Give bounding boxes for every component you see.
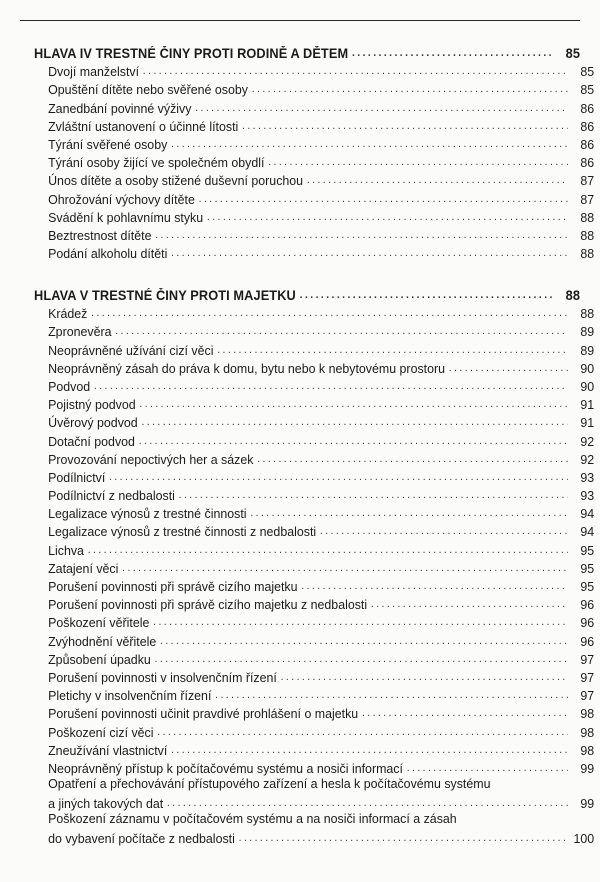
- leader-dots: [207, 210, 568, 225]
- leader-dots: [250, 506, 568, 521]
- toc-entry: [34, 539, 594, 557]
- entry-title: Lichva: [48, 542, 84, 558]
- leader-dots: [239, 831, 568, 846]
- leader-dots: [139, 434, 568, 449]
- page-number: 89: [580, 324, 595, 340]
- toc-entry: [34, 649, 594, 667]
- leader-dots: [88, 543, 568, 558]
- leader-dots: [122, 561, 568, 576]
- entry-title: Zvláštní ustanovení o účinné lítosti: [48, 118, 239, 134]
- toc-entry: [34, 503, 594, 521]
- entry-title: Porušení povinnosti při správě cizího majetku: [48, 579, 298, 594]
- page-number: 88: [580, 306, 595, 322]
- toc-heading: [34, 283, 580, 303]
- leader-dots: [94, 379, 568, 394]
- page-number: 85: [580, 82, 595, 98]
- entry-title: Neoprávněný zásah do práva k domu, bytu nebo k nebytovému prostoru: [48, 360, 446, 376]
- entry-title: Pojistný podvod: [48, 397, 136, 413]
- leader-dots: [160, 634, 568, 649]
- entry-title: Způsobení úpadku: [48, 651, 151, 667]
- toc-section-iv: [34, 41, 595, 262]
- entry-title: Ohrožování výchovy dítěte: [48, 191, 195, 207]
- toc-entry: [34, 485, 594, 503]
- entry-title: Poškození cizí věci: [48, 724, 154, 740]
- leader-dots: [141, 415, 567, 430]
- page-number: 95: [580, 542, 595, 558]
- leader-dots: [91, 306, 568, 321]
- toc-entry: [34, 430, 594, 448]
- leader-dots: [155, 652, 568, 667]
- toc-entry: [34, 207, 594, 225]
- page-number: 90: [580, 378, 595, 394]
- toc-entry: [34, 612, 594, 630]
- leader-dots: [268, 155, 568, 170]
- entry-title: Porušení povinnosti v insolvenčním řízení: [48, 669, 277, 685]
- toc-entry: [34, 412, 594, 430]
- entry-title: Neoprávněné užívání cizí věci: [48, 342, 214, 358]
- entry-title: Porušení povinnosti učinit pravdivé prohlášení o majetku: [48, 706, 359, 722]
- toc-entry: [34, 152, 594, 170]
- page-number: 86: [580, 118, 595, 134]
- entry-title: Pletichy v insolvenčním řízení: [48, 688, 212, 704]
- page-number: 98: [580, 724, 595, 740]
- page-number: 88: [580, 246, 595, 262]
- entry-title: Dvojí manželství: [48, 64, 140, 80]
- toc-entry-multiline: [34, 775, 595, 812]
- page-number: 88: [580, 227, 595, 243]
- toc-entry-multiline: [34, 811, 595, 847]
- leader-dots: [171, 137, 568, 152]
- page-number: 95: [580, 560, 595, 576]
- toc-entry: [34, 97, 594, 115]
- toc-entry: [34, 449, 594, 467]
- leader-dots: [215, 688, 568, 703]
- toc-entry: [34, 521, 594, 539]
- entry-title: Poškození věřitele: [48, 615, 150, 631]
- toc-entry: [34, 558, 594, 576]
- entry-title: Podílnictví: [48, 469, 106, 485]
- entry-title: Úvěrový podvod: [48, 415, 138, 431]
- entry-title: Neoprávněný přístup k počítačovému systému a nosiči informací: [48, 760, 403, 776]
- entry-title: Podání alkoholu dítěti: [48, 246, 168, 262]
- toc-entry: [34, 394, 594, 412]
- leader-dots: [300, 288, 554, 303]
- leader-dots: [257, 452, 568, 467]
- page-number: 95: [580, 579, 595, 594]
- toc-entry: [34, 188, 594, 206]
- leader-dots: [109, 470, 568, 485]
- leader-dots: [307, 173, 568, 188]
- entry-title: Porušení povinnosti při správě cizího majetku z nedbalosti: [48, 597, 368, 613]
- leader-dots: [195, 101, 568, 116]
- page-number: 97: [580, 669, 595, 685]
- toc-entry: [34, 703, 594, 721]
- leader-dots: [171, 246, 568, 261]
- entry-title: Podílnictví z nedbalosti: [48, 488, 175, 504]
- page-number: 85: [565, 46, 581, 61]
- heading-text: HLAVA V TRESTNÉ ČINY PROTI MAJETKU: [34, 288, 296, 303]
- toc-entry: [34, 721, 594, 739]
- page-number: 88: [580, 209, 595, 225]
- toc-entry: [34, 594, 594, 612]
- top-rule: [20, 20, 580, 21]
- page-number: 94: [580, 506, 595, 522]
- page-number: 87: [580, 191, 595, 207]
- entry-title: Zvýhodnění věřitele: [48, 633, 157, 649]
- entry-title: Provozování nepoctivých her a sázek: [48, 451, 254, 467]
- toc-entry: [34, 685, 594, 703]
- leader-dots: [153, 615, 568, 630]
- page-number: 99: [580, 760, 595, 776]
- page-number: 92: [580, 451, 595, 467]
- entry-title: Krádež: [48, 306, 88, 322]
- toc-entry: [34, 303, 594, 321]
- page-number: 91: [580, 397, 595, 413]
- toc-entry: [34, 339, 594, 357]
- page-number: 94: [580, 524, 595, 540]
- leader-dots: [371, 597, 568, 612]
- page-number: 99: [580, 796, 595, 812]
- toc-entry: [34, 576, 594, 594]
- leader-dots: [115, 324, 568, 339]
- page-number: 85: [580, 64, 595, 80]
- entry-title: Týrání svěřené osoby: [48, 136, 168, 152]
- leader-dots: [179, 488, 568, 503]
- leader-dots: [281, 670, 568, 685]
- page-number: 100: [573, 831, 595, 847]
- page-number: 86: [580, 155, 595, 171]
- toc-entry: [34, 740, 594, 758]
- entry-title: Podvod: [48, 378, 91, 394]
- leader-dots: [217, 343, 568, 358]
- page-number: 89: [580, 342, 595, 358]
- toc-entry: [34, 116, 594, 134]
- page-number: 86: [580, 100, 595, 116]
- entry-title: Týrání osoby žijící ve společném obydlí: [48, 155, 265, 171]
- leader-dots: [320, 524, 568, 539]
- page-number: 93: [580, 469, 595, 485]
- entry-title: Beztrestnost dítěte: [48, 227, 152, 243]
- toc-entry: [34, 793, 594, 811]
- entry-title-line1: Poškození záznamu v počítačovém systému a na nosiči informací a zásah: [48, 811, 457, 827]
- leader-dots: [199, 192, 568, 207]
- entry-title: Dotační podvod: [48, 433, 135, 449]
- leader-dots: [171, 743, 568, 758]
- leader-dots: [449, 361, 568, 376]
- toc-entry: [34, 667, 594, 685]
- page-number: 96: [580, 633, 595, 649]
- page-number: 91: [580, 415, 595, 431]
- toc-entry: [34, 376, 594, 394]
- page-number: 88: [565, 288, 581, 303]
- toc-entry: [34, 828, 594, 846]
- toc-entry: [34, 170, 594, 188]
- leader-dots: [352, 46, 554, 61]
- toc-heading: [34, 41, 580, 61]
- leader-dots: [242, 119, 568, 134]
- toc-entry: [34, 225, 594, 243]
- entry-title: Zpronevěra: [48, 324, 112, 340]
- entry-title: Svádění k pohlavnímu styku: [48, 209, 204, 225]
- leader-dots: [362, 706, 568, 721]
- page-number: 98: [580, 706, 595, 722]
- leader-dots: [155, 228, 568, 243]
- leader-dots: [252, 82, 568, 97]
- toc-entry: [34, 630, 594, 648]
- toc-entry: [34, 61, 594, 79]
- entry-title: Opuštění dítěte nebo svěřené osoby: [48, 82, 248, 98]
- leader-dots: [301, 579, 568, 594]
- heading-text: HLAVA IV TRESTNÉ ČINY PROTI RODINĚ A DĚTEM: [34, 46, 349, 61]
- toc-entry: [34, 358, 594, 376]
- page-number: 86: [580, 136, 595, 152]
- page-number: 97: [580, 688, 595, 704]
- leader-dots: [157, 725, 568, 740]
- toc-entry: [34, 243, 594, 261]
- page-number: 93: [580, 488, 595, 504]
- leader-dots: [407, 761, 568, 776]
- entry-title: Zatajení věci: [48, 560, 119, 576]
- page-number: 96: [580, 615, 595, 631]
- entry-title-line1: Opatření a přechovávání přístupového zařízení a hesla k počítačovému systému: [48, 775, 491, 791]
- page-number: 90: [580, 360, 595, 376]
- entry-title: do vybavení počítače z nedbalosti: [48, 831, 235, 847]
- toc-entry: [34, 79, 594, 97]
- toc-section-v: [34, 283, 595, 847]
- page-number: 87: [580, 173, 595, 189]
- page-number: 96: [580, 597, 595, 613]
- leader-dots: [167, 796, 568, 811]
- toc-entry: [34, 758, 594, 776]
- page-number: 97: [580, 651, 595, 667]
- page-number: 98: [580, 742, 595, 758]
- entry-title: Legalizace výnosů z trestné činnosti z nedbalosti: [48, 524, 317, 540]
- toc-entry: [34, 467, 594, 485]
- entry-title: a jiných takových dat: [48, 796, 164, 812]
- toc-entry: [34, 134, 594, 152]
- leader-dots: [139, 397, 567, 412]
- page-number: 92: [580, 433, 595, 449]
- entry-title: Zanedbání povinné výživy: [48, 100, 192, 116]
- entry-title: Zneužívání vlastnictví: [48, 742, 168, 758]
- toc-entry: [34, 321, 594, 339]
- leader-dots: [143, 64, 568, 79]
- entry-title: Únos dítěte a osoby stižené duševní poruchou: [48, 173, 304, 189]
- entry-title: Legalizace výnosů z trestné činnosti: [48, 506, 247, 522]
